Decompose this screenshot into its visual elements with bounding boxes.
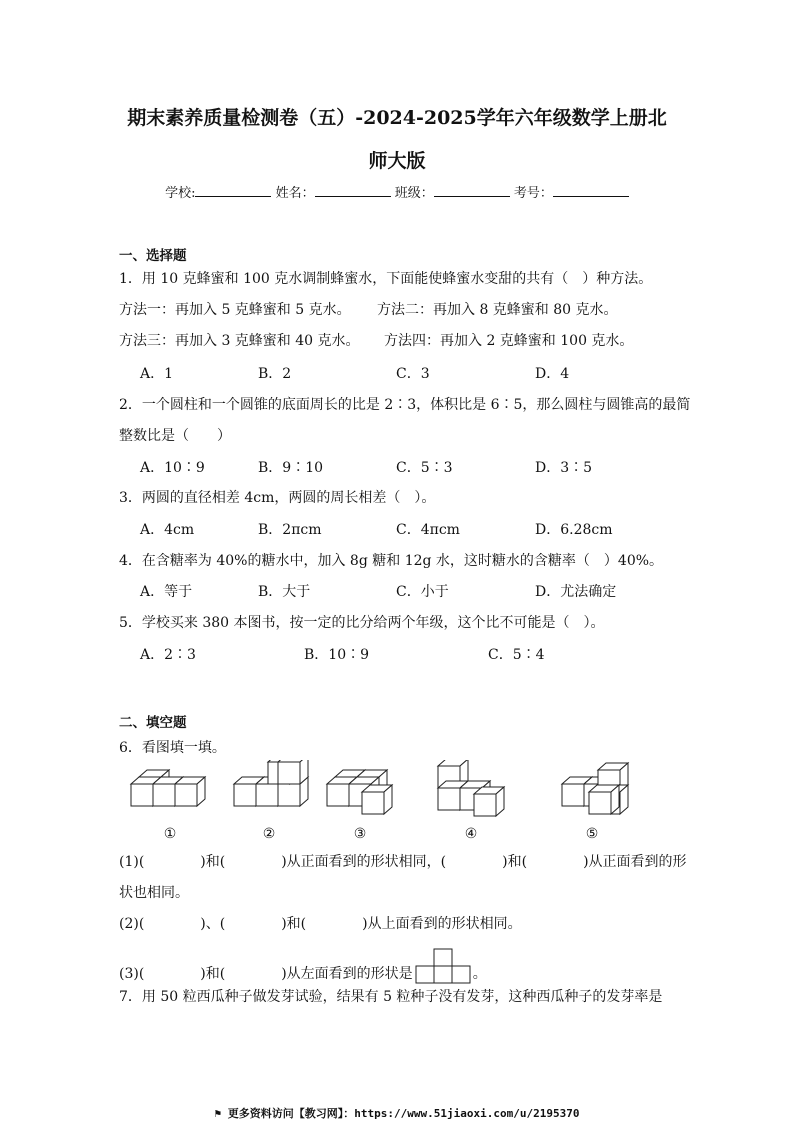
q6-part3 [119,948,487,984]
school-label: 学校: [165,186,196,201]
class-label: 班级： [394,186,434,201]
figure-4-cubes [438,760,504,816]
figure-2-cubes [234,760,308,806]
q1-method1: 方法一：再加入 5 克蜂蜜和 5 克水。 [119,302,351,318]
figure-3-cubes [327,770,392,814]
figure-1-cubes [131,770,205,806]
q1-method2: 方法二：再加入 8 克蜂蜜和 80 克水。 [377,302,618,318]
q2-stem-line2: 整数比是（ ） [119,428,231,444]
q6-part3-text: (3)( )和( )从左面看到的形状是 [119,966,413,982]
class-blank[interactable] [434,183,510,197]
q1-stem: 1．用 10 克蜂蜜和 100 克水调制蜂蜜水，下面能使蜂蜜水变甜的共有（ ）种方法。 [119,271,653,287]
school-blank[interactable] [195,183,271,197]
q3-option-b[interactable]: B．2πcm [258,522,322,538]
q3-option-a[interactable]: A．4cm [140,522,195,538]
figure-label-4: ④ [464,826,478,842]
student-info-line [0,182,794,201]
q1-method4: 方法四：再加入 2 克蜂蜜和 100 克水。 [384,333,634,349]
q6-part1-line1: (1)( )和( )从正面看到的形状相同，( )和( )从正面看到的形 [119,854,687,870]
figure-label-5: ⑤ [585,826,599,842]
q6-cube-figures [110,760,710,824]
q1-option-a[interactable]: A．1 [140,366,174,382]
q4-option-d[interactable]: D．尤法确定 [535,584,617,600]
q1-method3: 方法三：再加入 3 克蜂蜜和 40 克水。 [119,333,360,349]
q5-stem: 5．学校买来 380 本图书，按一定的比分给两个年级，这个比不可能是（ ）。 [119,615,605,631]
figure-label-3: ③ [353,826,367,842]
q6-part1-line2: 状也相同。 [119,885,189,901]
q2-option-a[interactable]: A．10∶9 [140,460,205,476]
footer-text: 更多资料访问【教习网】：https://www.51jiaoxi.com/u/2195370 [227,1107,580,1120]
q4-option-c[interactable]: C．小于 [396,584,449,600]
section2-heading: 二、填空题 [119,715,187,731]
figure-5-cubes [562,763,628,814]
q6-part3-end: 。 [472,966,487,982]
q7-stem: 7．用 50 粒西瓜种子做发芽试验，结果有 5 粒种子没有发芽，这种西瓜种子的发芽率是 [119,989,663,1005]
name-blank[interactable] [315,183,391,197]
number-label: 考号： [513,186,553,201]
q1-option-c[interactable]: C．3 [396,366,430,382]
q3-option-d[interactable]: D．6.28cm [535,522,613,538]
flag-icon: ⚑ [214,1107,222,1120]
q6-stem: 6．看图填一填。 [119,740,226,756]
q5-option-a[interactable]: A．2∶3 [140,647,196,663]
q5-option-b[interactable]: B．10∶9 [304,647,370,663]
figure-label-2: ② [262,826,276,842]
doc-title-line2: 师大版 [368,150,426,172]
q3-stem: 3．两圆的直径相差 4cm，两圆的周长相差（ ）。 [119,490,436,506]
q1-option-b[interactable]: B．2 [258,366,292,382]
left-view-shape [413,948,473,984]
name-label: 姓名： [275,186,315,201]
q2-stem-line1: 2．一个圆柱和一个圆锥的底面周长的比是 2∶3，体积比是 6∶5，那么圆柱与圆锥高的最简 [119,397,691,413]
q3-option-c[interactable]: C．4πcm [396,522,460,538]
q4-stem: 4．在含糖率为 40%的糖水中，加入 8g 糖和 12g 水，这时糖水的含糖率（ ）40%。 [119,553,664,569]
q2-option-c[interactable]: C．5∶3 [396,460,453,476]
q5-option-c[interactable]: C．5∶4 [488,647,545,663]
number-blank[interactable] [553,183,629,197]
q1-option-d[interactable]: D．4 [535,366,570,382]
footer-link[interactable] [0,1105,794,1121]
figure-label-1: ① [163,826,177,842]
q2-option-b[interactable]: B．9∶10 [258,460,324,476]
q2-option-d[interactable]: D．3∶5 [535,460,593,476]
q4-option-a[interactable]: A．等于 [140,584,193,600]
doc-title-line1: 期末素养质量检测卷（五）-2024-2025学年六年级数学上册北 [127,107,667,129]
q4-option-b[interactable]: B．大于 [258,584,311,600]
section1-heading: 一、选择题 [119,248,187,264]
q6-part2: (2)( )、( )和( )从上面看到的形状相同。 [119,916,522,932]
